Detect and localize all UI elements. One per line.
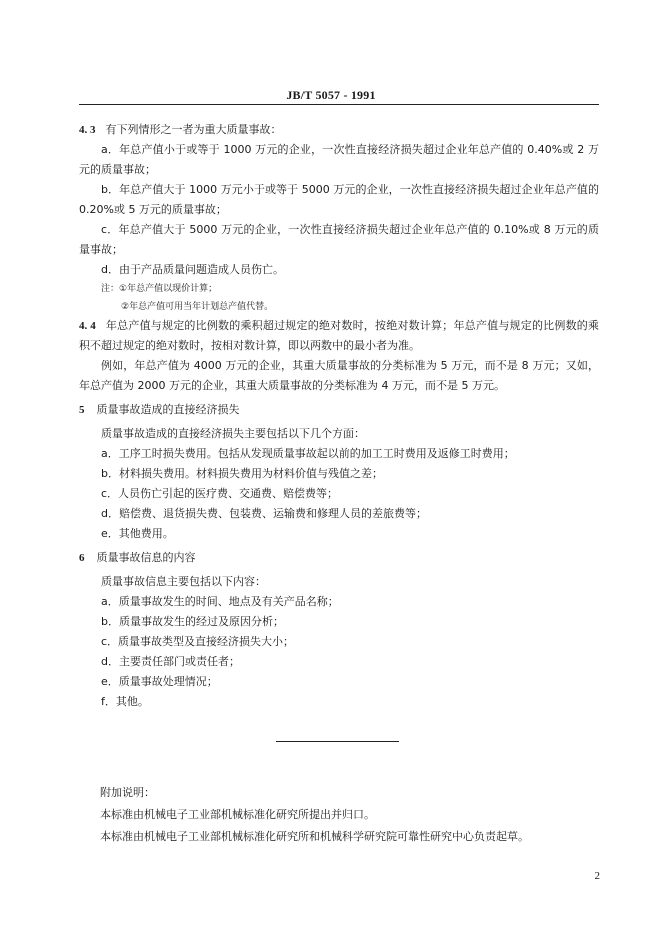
- section-5-item-d: d．赔偿费、退货损失费、包装费、运输费和修理人员的差旅费等；: [101, 507, 427, 520]
- clause-4-3-item-a: a．年总产值小于或等于 1000 万元的企业，一次性直接经济损失超过企业年总产值的 0.40%或 2 万元的质量事故；: [79, 143, 599, 176]
- section-title: 质量事故造成的直接经济损失: [96, 403, 240, 416]
- section-number: 6: [79, 552, 85, 564]
- section-6-item-e: e．质量事故处理情况；: [101, 675, 218, 688]
- end-of-text-rule: [276, 741, 399, 742]
- document-body: [79, 120, 599, 712]
- clause-4-4-example: 例如，年总产值为 4000 万元的企业，其重大质量事故的分类标准为 5 万元，而不是 8 万元；又如，年总产值为 2000 万元的企业，其重大质量事故的分类标准为 4 万元，而不是 5 万元。: [79, 359, 599, 392]
- section-6-intro: 质量事故信息主要包括以下内容：: [101, 575, 266, 588]
- section-5-item-b: b．材料损失费用。材料损失费用为材料价值与残值之差；: [101, 467, 383, 480]
- clause-text: 年总产值与规定的比例数的乘积超过规定的绝对数时，按绝对数计算；年总产值与规定的比例数的乘积不超过规定的绝对数时，按相对数计算，即以两数中的最小者为准。: [79, 319, 600, 352]
- section-5-heading: [79, 400, 599, 420]
- section-6-heading: [79, 548, 599, 568]
- section-title: 质量事故信息的内容: [96, 551, 196, 564]
- clause-4-3-item-c: c．年总产值大于 5000 万元的企业，一次性直接经济损失超过企业年总产值的 0.10%或 8 万元的质量事故；: [79, 223, 599, 256]
- clause-number: 4. 3: [79, 124, 96, 136]
- clause-4-3-item-d: d．由于产品质量问题造成人员伤亡。: [101, 263, 284, 276]
- section-number: 5: [79, 404, 85, 416]
- appendix-line-1: 本标准由机械电子工业部机械标准化研究所提出并归口。: [100, 808, 375, 821]
- section-5-item-a: a．工序工时损失费用。包括从发现质量事故起以前的加工工时费用及返修工时费用；: [101, 447, 515, 460]
- clause-4-3-item-b: b．年总产值大于 1000 万元小于或等于 5000 万元的企业，一次性直接经济损失超过企业年总产值的 0.20%或 5 万元的质量事故；: [79, 183, 599, 216]
- standard-code-header: JB/T 5057 - 1991: [286, 88, 376, 102]
- section-6-item-f: f．其他。: [101, 695, 149, 708]
- section-5-intro: 质量事故造成的直接经济损失主要包括以下几个方面：: [101, 427, 365, 440]
- clause-number: 4. 4: [79, 320, 96, 332]
- section-6-item-c: c．质量事故类型及直接经济损失大小；: [101, 635, 295, 648]
- page-number: 2: [594, 870, 600, 882]
- appendix-notes: [100, 782, 600, 848]
- section-6-item-a: a．质量事故发生的时间、地点及有关产品名称；: [101, 595, 339, 608]
- section-5-item-c: c．人员伤亡引起的医疗费、交通费、赔偿费等；: [101, 487, 339, 500]
- clause-4-3-note-1: 注：①年总产值以现价计算；: [101, 284, 218, 294]
- clause-4-3-note-2: ②年总产值可用当年计划总产值代替。: [121, 302, 274, 312]
- section-5-item-e: e．其他费用。: [101, 527, 174, 540]
- appendix-line-2: 本标准由机械电子工业部机械标准化研究所和机械科学研究院可靠性研究中心负责起草。: [100, 830, 529, 843]
- clause-4-3-heading: [79, 120, 599, 140]
- clause-4-4: [79, 316, 599, 356]
- header-divider: [79, 104, 599, 105]
- clause-title: 有下列情形之一者为重大质量事故：: [105, 123, 282, 136]
- section-6-item-b: b．质量事故发生的经过及原因分析；: [101, 615, 284, 628]
- section-6-item-d: d．主要责任部门或责任者；: [101, 655, 240, 668]
- appendix-title: 附加说明：: [100, 786, 155, 799]
